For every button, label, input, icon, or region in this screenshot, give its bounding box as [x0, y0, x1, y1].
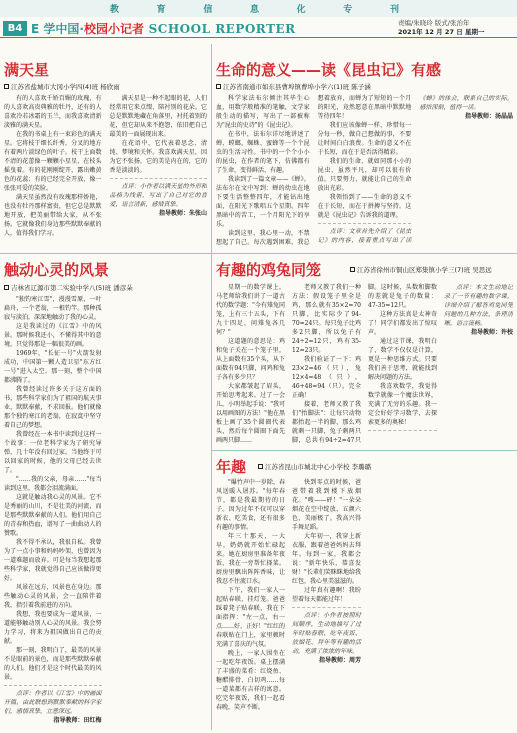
article-byline: [4, 283, 133, 292]
top-char: 化: [296, 5, 307, 15]
square-bullet-icon: [4, 285, 9, 290]
teacher-signature: 指导教师：朱张山: [158, 210, 207, 217]
paragraph: 我们的生命，就如同那小小的昆虫，虽然平凡，却可以很有价值。只要努力，就能让自己的生命放出光彩。: [317, 158, 412, 192]
article-byline: [258, 462, 371, 471]
editor-line: 责编/朱晓玲 版式/张治年: [398, 19, 470, 27]
paragraph: 读到这里，我心里一动，不禁想起了自己。每次遇到困难，我总想着放弃，而蝉为了短短的一个月的阳光，竟然愿意在黑暗中默默地等待四年！: [216, 95, 412, 246]
paragraph: 下午，我们一家人一起贴春联、挂灯笼。爸爸踩着凳子贴春联，我在下面指挥："左一点，右一点……好，正好！"红红的春联贴在门上，家里顿时充满了喜庆的气氛。: [216, 587, 285, 648]
paragraph: 这种方法真是太神奇了！同学们都发出了惊叹声。: [368, 311, 437, 336]
square-bullet-icon: [258, 464, 263, 469]
article-byline: [216, 82, 371, 91]
paragraph: 星期一的数学课上，马老师给我们讲了一道古代的数学题："今有雉兔同笼，上有三十五头，下有九十四足，问雉兔各几何？": [216, 284, 285, 336]
paragraph: 这就是触动我心灵的风景。它不是秀丽的山川，不是壮美的河流，而是那些默默奉献的人们。他们用自己的青春和热血，谱写了一曲曲动人的赞歌。: [4, 494, 102, 537]
paragraph: 通过这节课，我明白了，数学不仅仅是计算，更是一种思维方式。只要我们善于思考，就能找到解决问题的方法。: [368, 338, 437, 381]
paragraph: 我喜欢数学，我觉得数学就像一个魔法世界，充满了无穷的乐趣。我一定会好好学习数学，去探索更多的奥秘！: [368, 383, 437, 426]
paragraph: 那一刻，我明白了，最美的风景不是眼前的景色，而是那些默默奉献的人们。他们才是这个时代最美的风景。: [4, 647, 102, 681]
paragraph: 满天星是一种不起眼的花，人们经常用它来点缀、陪衬别的花朵。它总是默默地藏在角落里，衬托着别的花，但它却从来不抱怨，依旧把自己最美的一面展现出来。: [109, 95, 207, 138]
paragraph: "爆竹声中一岁除，春风送暖入屠苏。"每年春节，都是我最期待的日子。因为过年不仅可以穿新衣、吃美食，还有很多有趣的事情。: [216, 479, 285, 531]
teacher-comment: 点评：作者以《江雪》中的画面开篇，由此联想到默默奉献的科学家们，感情真挚，立意深远。: [4, 690, 102, 715]
paragraph: 晚上，一家人围坐在一起吃年夜饭。桌上摆满了丰盛的菜肴：红烧鱼、糖醋排骨、白切鸡……每一道菜都有吉祥的寓意。吃完年夜饭，我们一起看春晚，笑声不断。: [216, 650, 285, 711]
paragraph: 科学家法布尔倾注其毕生心血，用数学般精准的笔触，文学家般生动的描写，写出了一部被称为"昆虫的史诗"的《昆虫记》。: [216, 95, 310, 129]
page-number: B4: [3, 21, 27, 36]
paragraph: 年三十那天，一大早，奶奶就开始忙碌起来。她在厨房里准备年夜饭，我在一旁帮忙择菜。厨房里飘出阵阵香味，让我忍不住流口水。: [216, 533, 285, 585]
paragraph: 在花语中，它代表着思念、清纯、梦境和关怀。我喜欢满天星，因为它不张扬，它的美是内在的，它的香是淡淡的。: [109, 140, 207, 174]
section-name: 校园小记者: [83, 22, 144, 36]
square-bullet-icon: [4, 84, 9, 89]
byline-text: 江苏省盐城市大冈小学四(4)班 杨欣雨: [11, 83, 120, 91]
top-char: 信: [203, 5, 214, 15]
section-divider: [212, 253, 517, 254]
byline-text: 江苏省徐州市铜山区郑集镇小学三(7)班 吴思远: [357, 266, 492, 274]
article-title: 生命的意义——读《昆虫记》有感: [216, 61, 442, 79]
paragraph: 这是我读过的《江雪》中的风景。那时候我还小，不懂得其中的意境，只觉得那是一幅很美的画。: [4, 323, 102, 348]
teacher-comment: 点评：小作者以满天星的外形和品格为线索，写出了自己对它的喜爱，语言清新，感情真挚。: [109, 183, 207, 208]
dashed-separator: [4, 685, 102, 686]
paragraph: 1969年，"长征一号"火箭发射成功，中国第一颗人造卫星"东方红一号"进入太空。那一刻，整个中国都沸腾了。: [4, 350, 102, 384]
paragraph: 有的人喜欢千娇百媚的玫瑰，有的人喜欢高贵典雅的牡丹，还有的人喜欢冷若冰霜的玉兰，而我喜欢清新淡雅的满天星。: [4, 95, 102, 129]
dashed-separator: [110, 178, 208, 179]
article-body: [216, 478, 513, 729]
top-band-characters: [110, 2, 400, 15]
dashed-separator: [292, 607, 361, 608]
article-byline: [4, 82, 120, 91]
paragraph: 风景在远方，风景也在身边。那些触动心灵的风景，会一直陪伴着我，指引着我前进的方向。: [4, 584, 102, 609]
square-bullet-icon: [216, 84, 221, 89]
teacher-signature: 指导教师：周芳: [318, 657, 361, 664]
paragraph: 我想，我也要成为一道风景，一道能够触动别人心灵的风景。我会努力学习，将来为祖国做出自己的贡献。: [4, 611, 102, 645]
dashed-separator: [318, 223, 412, 224]
masthead: [0, 18, 517, 38]
article-body: [4, 295, 207, 729]
article-title: 有趣的鸡兔同笼: [216, 261, 322, 279]
article-title: 年趣: [216, 458, 247, 476]
paragraph: 我不得不承认，我很自私。我曾为了一点小事和妈妈吵架，也曾因为一道难题而放弃。可是每当我想起那些科学家，我就觉得自己应该做得更好。: [4, 539, 102, 582]
paragraph: 过年真有趣啊！我盼望着每天都能过年！: [292, 587, 361, 603]
date-line: 2021年 12 月 27 日 星期一: [398, 28, 485, 36]
top-char: 息: [249, 5, 260, 15]
top-char: 教: [110, 5, 121, 15]
paragraph: 接着，老师又教了我们"抬脚法"：让每只动物都抬起一半的脚，那么鸡就剩一只脚，兔子剩两只脚，总共有94÷2=47只脚。这时候，头数和脚数的差就是兔子的数量：47-35=12只。: [292, 284, 437, 444]
paragraph: 这道题的意思是：鸡和兔子关在一个笼子里，从上面数有35个头，从下面数有94只脚，问鸡和兔子各有多少只？: [216, 338, 285, 381]
article-title: 满天星: [4, 61, 50, 79]
paragraph: "……我的父亲，母亲……"每当读到这里，我都会泪流满面。: [4, 476, 102, 492]
paragraph: 老师又教了我们一种方法：假设笼子里全是鸡，那么就有35×2=70只脚，比实际少了94-70=24只。每只兔子比鸡多2只脚，所以兔子有24÷2=12只，鸡有35-12=23只。: [292, 284, 361, 354]
teacher-signature: 指导教师：田红梅: [53, 717, 102, 724]
dashed-separator: [368, 430, 437, 431]
top-char: 刊: [389, 5, 400, 15]
paragraph: 大年初一，我穿上新衣服，跟着爸爸妈妈去拜年。每到一家，我都会说："新年快乐，恭喜发财！"长辈们笑眯眯地给我红包，我心里美滋滋的。: [292, 533, 361, 585]
article-body: [216, 94, 513, 250]
paragraph: "独钓寒江雪"，漫漫雪原，一叶扁舟，一个老翁，一根钓竿。那种孤寂与淡泊，深深地触动了我的心灵。: [4, 296, 102, 321]
teacher-signature: 指导教师：汤晶晶: [464, 113, 513, 120]
section-title: [31, 20, 296, 37]
paragraph: 大家都皱起了眉头，开始思考起来。过了一会儿，小明举起手说："我可以用画图的方法！"他在黑板上画了35个圆圈代表头，然后每个圆圈下面先画两只脚……: [216, 383, 285, 444]
teacher-signature: 指导教师：许校: [470, 329, 513, 336]
paragraph: 我们应该像蝉一样，珍惜每一分每一秒，做自己想做的事，不要让时间白白浪费。生命的意义不在于长短，而在于是否活得精彩。: [317, 122, 412, 156]
section-divider: [0, 253, 211, 254]
byline-text: 吉林省辽源市第二实验中学八(5)班 潘彦朵: [11, 284, 133, 292]
article-byline: [350, 265, 492, 274]
paragraph: 我领悟到了——生命的意义不在于长短，而在于拼搏与坚持。这就是《昆虫记》告诉我的道理。: [317, 194, 412, 219]
teacher-comment: 点评：文章首先介绍了《昆虫记》的内容，接着重点写出了读《蝉》的体会，联系自己的实际，感悟深刻，值得一读。: [317, 95, 513, 244]
editor-info: [398, 19, 485, 37]
top-char: 育: [156, 5, 167, 15]
column-divider: [211, 44, 212, 730]
top-char: 专: [343, 5, 354, 15]
paragraph: 我曾经读过许多关于这方面的书，那些科学家们为了祖国的航天事业，默默奉献，不求回报。他们就像那个独钓寒江的老翁，在寂寞中坚守着自己的梦想。: [4, 386, 102, 429]
teacher-comment: 点评：本文生动地记录了一节有趣的数学课，详细介绍了解答鸡兔同笼问题的几种方法，条理清晰，语言流畅。: [444, 284, 513, 327]
article-body: [4, 94, 207, 250]
section-prefix: E 学中国·: [31, 22, 84, 36]
section-divider: [212, 450, 517, 451]
paragraph: 满天星虽然没有玫瑰那样娇艳，也没有牡丹那样富贵，但它总是默默地开放，把美丽带给大家，从不张扬。它就像我们身边那些默默奉献的人，值得我们学习。: [4, 194, 102, 237]
section-english: SCHOOL REPORTER: [143, 22, 296, 36]
paragraph: 我读到了一篇文章——《蝉》。法布尔在文中写到：蝉的幼虫在地下要生活整整四年，才能钻出地面，在阳光下歌唱五个星期。四年黑暗中的苦工，一个月阳光下的享乐。: [216, 176, 310, 228]
byline-text: 江苏省南通市如东县曹埠镇曹埠小学六(1)班 陈子涵: [223, 83, 371, 91]
article-title: 触动心灵的风景: [4, 261, 110, 279]
paragraph: 在我的书桌上有一束彩色的满天星。它将枝干细长纤秀，分叉的地方有着两片淡绿色的叶子。枝干上面数不清的花蕾像一颗颗小星星，在枝头摇曳着。有的花刚刚绽开，露出嫩黄色的花蕊；有的已经完全开放，像一张张可爱的笑脸。: [4, 131, 102, 192]
byline-text: 江苏省昆山市城北中心小学校 李璐璐: [265, 463, 372, 471]
top-band: [0, 0, 517, 17]
square-bullet-icon: [350, 267, 355, 272]
paragraph: 我们验证了一下：鸡23×2=46（只），兔12×4=48（只），46+48=94（只）。完全正确！: [292, 356, 361, 399]
paragraph: 快到零点的时候，爸爸带着我到楼下放烟花。"嗖——砰！"一朵朵烟花在空中绽放，五颜六色，美丽极了。我高兴得手舞足蹈。: [292, 479, 361, 531]
paragraph: 我曾经在一本书中读到过这样一个故事：一位老科学家为了研究导弹，几十年没有回过家。当他终于可以回家的时候，他的父母已经去世了。: [4, 431, 102, 474]
teacher-comment: 点评：小作者按照时间顺序，生动地描写了过年时贴春联、吃年夜饭、放烟花、拜年等有趣的活动，充满了浓浓的年味。: [292, 612, 361, 655]
paragraph: 在书中，法布尔详尽地讲述了蝉、螳螂、蜘蛛、蜜蜂等一个个昆虫的生活习性。书中的一个个小小的昆虫，在作者的笔下，仿佛都有了生命，变得鲜活、有趣。: [216, 131, 310, 174]
article-body: [216, 283, 513, 447]
